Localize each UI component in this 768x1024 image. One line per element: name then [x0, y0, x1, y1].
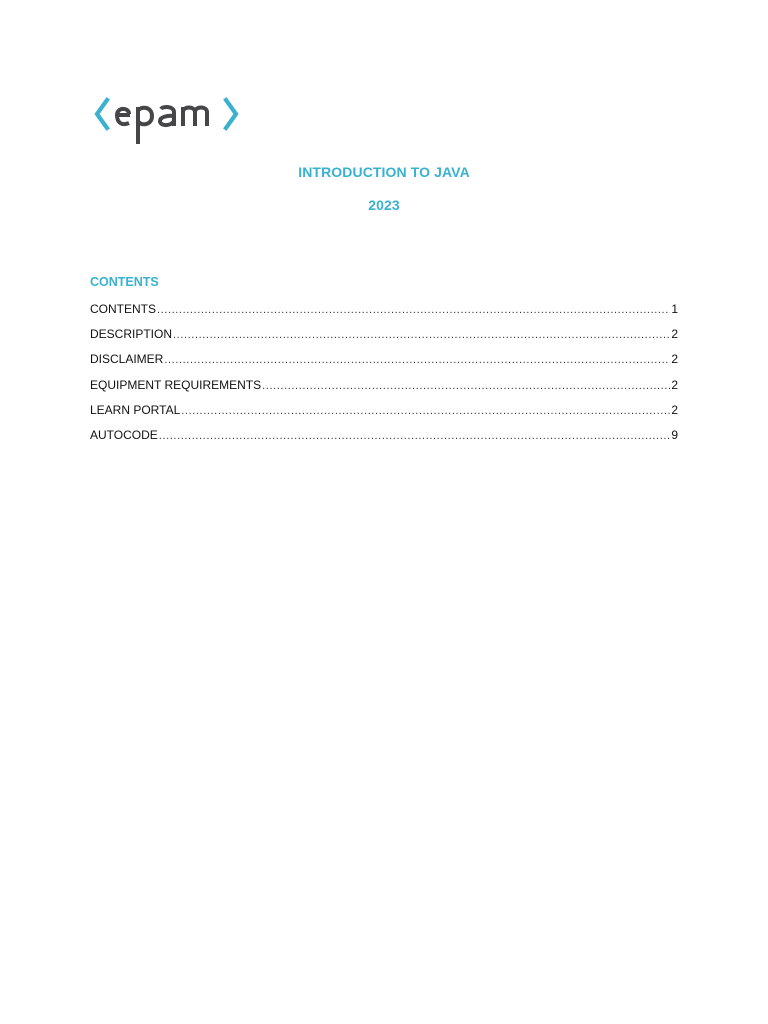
toc-dot-leader — [173, 329, 670, 341]
toc-entry-label: EQUIPMENT REQUIREMENTS — [90, 377, 262, 392]
toc-entry-disclaimer[interactable] — [90, 352, 678, 377]
toc-entry-label: DISCLAIMER — [90, 352, 164, 367]
toc-entry-autocode[interactable] — [90, 428, 678, 453]
toc-dot-leader — [157, 304, 670, 316]
toc-entry-equipment-requirements[interactable] — [90, 378, 678, 403]
toc-entry-description[interactable] — [90, 327, 678, 352]
toc-entry-label: LEARN PORTAL — [90, 402, 181, 417]
toc-entry-page: 1 — [671, 302, 678, 316]
toc-entry-page: 9 — [671, 427, 678, 442]
toc-entry-learn-portal[interactable] — [90, 403, 678, 428]
toc-entry-page: 2 — [671, 377, 678, 392]
toc-entry-page: 2 — [671, 352, 678, 367]
table-of-contents — [90, 302, 678, 453]
toc-entry-page: 2 — [671, 402, 678, 417]
document-year: 2023 — [368, 197, 400, 213]
toc-heading: CONTENTS — [90, 275, 159, 289]
toc-entry-label: AUTOCODE — [90, 427, 158, 442]
toc-entry-label: CONTENTS — [90, 302, 156, 316]
document-title: INTRODUCTION TO JAVA — [298, 164, 470, 180]
epam-logo — [92, 90, 248, 154]
toc-dot-leader — [181, 405, 670, 417]
toc-dot-leader — [262, 380, 670, 392]
toc-dot-leader — [159, 430, 671, 442]
toc-dot-leader — [164, 354, 670, 366]
toc-entry-page: 2 — [671, 327, 678, 342]
toc-entry-contents[interactable] — [90, 302, 678, 327]
toc-entry-label: DESCRIPTION — [90, 327, 173, 342]
